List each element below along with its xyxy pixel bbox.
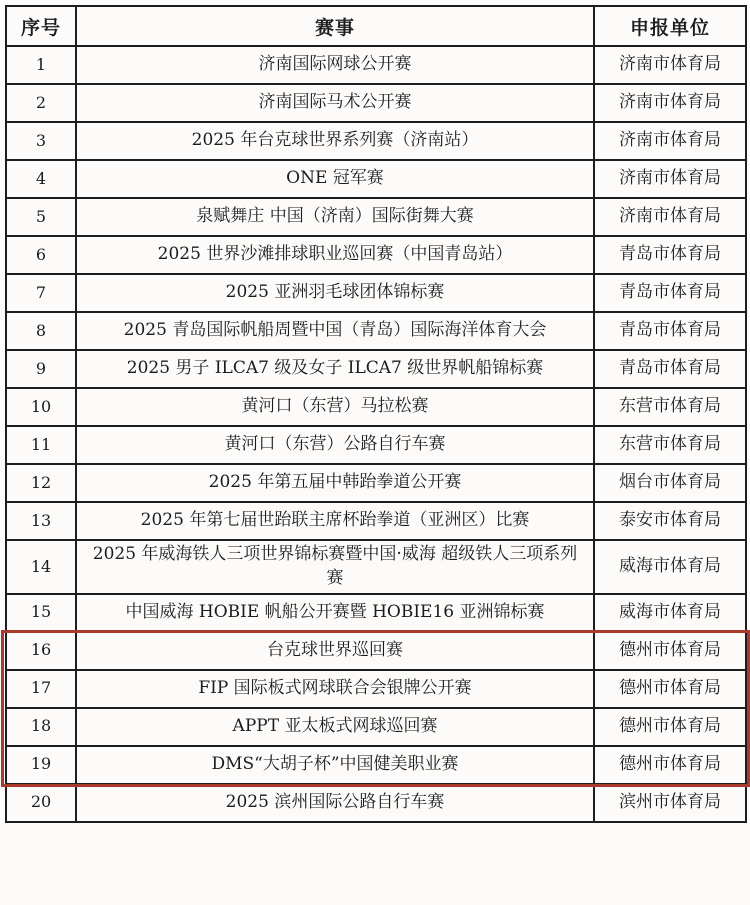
table-row	[6, 122, 746, 160]
unit-name: 滨州市体育局	[594, 784, 746, 822]
row-index: 10	[6, 388, 76, 426]
unit-name: 青岛市体育局	[594, 312, 746, 350]
row-index: 14	[6, 540, 76, 594]
table-row	[6, 388, 746, 426]
event-name: 2025 世界沙滩排球职业巡回赛（中国青岛站）	[76, 236, 594, 274]
event-name: 中国威海 HOBIE 帆船公开赛暨 HOBIE16 亚洲锦标赛	[76, 594, 594, 632]
event-name: 济南国际网球公开赛	[76, 46, 594, 84]
table-row	[6, 350, 746, 388]
unit-name: 济南市体育局	[594, 84, 746, 122]
row-index: 16	[6, 632, 76, 670]
event-name: 2025 亚洲羽毛球团体锦标赛	[76, 274, 594, 312]
event-name: 2025 青岛国际帆船周暨中国（青岛）国际海洋体育大会	[76, 312, 594, 350]
event-name: 2025 滨州国际公路自行车赛	[76, 784, 594, 822]
row-index: 19	[6, 746, 76, 784]
table-row	[6, 670, 746, 708]
unit-name: 青岛市体育局	[594, 236, 746, 274]
table-row	[6, 540, 746, 594]
header-unit: 申报单位	[594, 6, 746, 46]
unit-name: 济南市体育局	[594, 46, 746, 84]
events-table	[5, 5, 747, 823]
unit-name: 威海市体育局	[594, 594, 746, 632]
event-name: 2025 年第七届世跆联主席杯跆拳道（亚洲区）比赛	[76, 502, 594, 540]
table-row	[6, 426, 746, 464]
row-index: 3	[6, 122, 76, 160]
table-row	[6, 632, 746, 670]
row-index: 8	[6, 312, 76, 350]
table-row	[6, 312, 746, 350]
unit-name: 威海市体育局	[594, 540, 746, 594]
row-index: 4	[6, 160, 76, 198]
unit-name: 德州市体育局	[594, 632, 746, 670]
event-name: 黄河口（东营）马拉松赛	[76, 388, 594, 426]
table-row	[6, 708, 746, 746]
table-row	[6, 198, 746, 236]
unit-name: 东营市体育局	[594, 426, 746, 464]
header-row	[6, 6, 746, 46]
row-index: 6	[6, 236, 76, 274]
event-name: 台克球世界巡回赛	[76, 632, 594, 670]
event-name: APPT 亚太板式网球巡回赛	[76, 708, 594, 746]
row-index: 11	[6, 426, 76, 464]
event-name: 2025 年第五届中韩跆拳道公开赛	[76, 464, 594, 502]
row-index: 2	[6, 84, 76, 122]
table-row	[6, 594, 746, 632]
row-index: 13	[6, 502, 76, 540]
header-index: 序号	[6, 6, 76, 46]
table-row	[6, 46, 746, 84]
table-row	[6, 784, 746, 822]
header-event: 赛事	[76, 6, 594, 46]
event-name: 济南国际马术公开赛	[76, 84, 594, 122]
unit-name: 德州市体育局	[594, 708, 746, 746]
event-name: 2025 年威海铁人三项世界锦标赛暨中国·威海 超级铁人三项系列赛	[76, 540, 594, 594]
table-row	[6, 160, 746, 198]
event-name: 2025 男子 ILCA7 级及女子 ILCA7 级世界帆船锦标赛	[76, 350, 594, 388]
unit-name: 东营市体育局	[594, 388, 746, 426]
table-row	[6, 236, 746, 274]
table-row	[6, 502, 746, 540]
table-header	[6, 6, 746, 46]
unit-name: 泰安市体育局	[594, 502, 746, 540]
event-name: 泉赋舞庄 中国（济南）国际街舞大赛	[76, 198, 594, 236]
unit-name: 德州市体育局	[594, 746, 746, 784]
row-index: 1	[6, 46, 76, 84]
table-row	[6, 84, 746, 122]
unit-name: 烟台市体育局	[594, 464, 746, 502]
table-row	[6, 746, 746, 784]
event-name: 黄河口（东营）公路自行车赛	[76, 426, 594, 464]
unit-name: 青岛市体育局	[594, 274, 746, 312]
row-index: 20	[6, 784, 76, 822]
row-index: 18	[6, 708, 76, 746]
row-index: 5	[6, 198, 76, 236]
event-name: 2025 年台克球世界系列赛（济南站）	[76, 122, 594, 160]
table-body	[6, 46, 746, 822]
row-index: 15	[6, 594, 76, 632]
table-row	[6, 464, 746, 502]
event-name: FIP 国际板式网球联合会银牌公开赛	[76, 670, 594, 708]
unit-name: 济南市体育局	[594, 160, 746, 198]
event-name: DMS“大胡子杯”中国健美职业赛	[76, 746, 594, 784]
row-index: 7	[6, 274, 76, 312]
row-index: 9	[6, 350, 76, 388]
event-name: ONE 冠军赛	[76, 160, 594, 198]
unit-name: 青岛市体育局	[594, 350, 746, 388]
row-index: 12	[6, 464, 76, 502]
unit-name: 德州市体育局	[594, 670, 746, 708]
unit-name: 济南市体育局	[594, 198, 746, 236]
row-index: 17	[6, 670, 76, 708]
unit-name: 济南市体育局	[594, 122, 746, 160]
table-row	[6, 274, 746, 312]
